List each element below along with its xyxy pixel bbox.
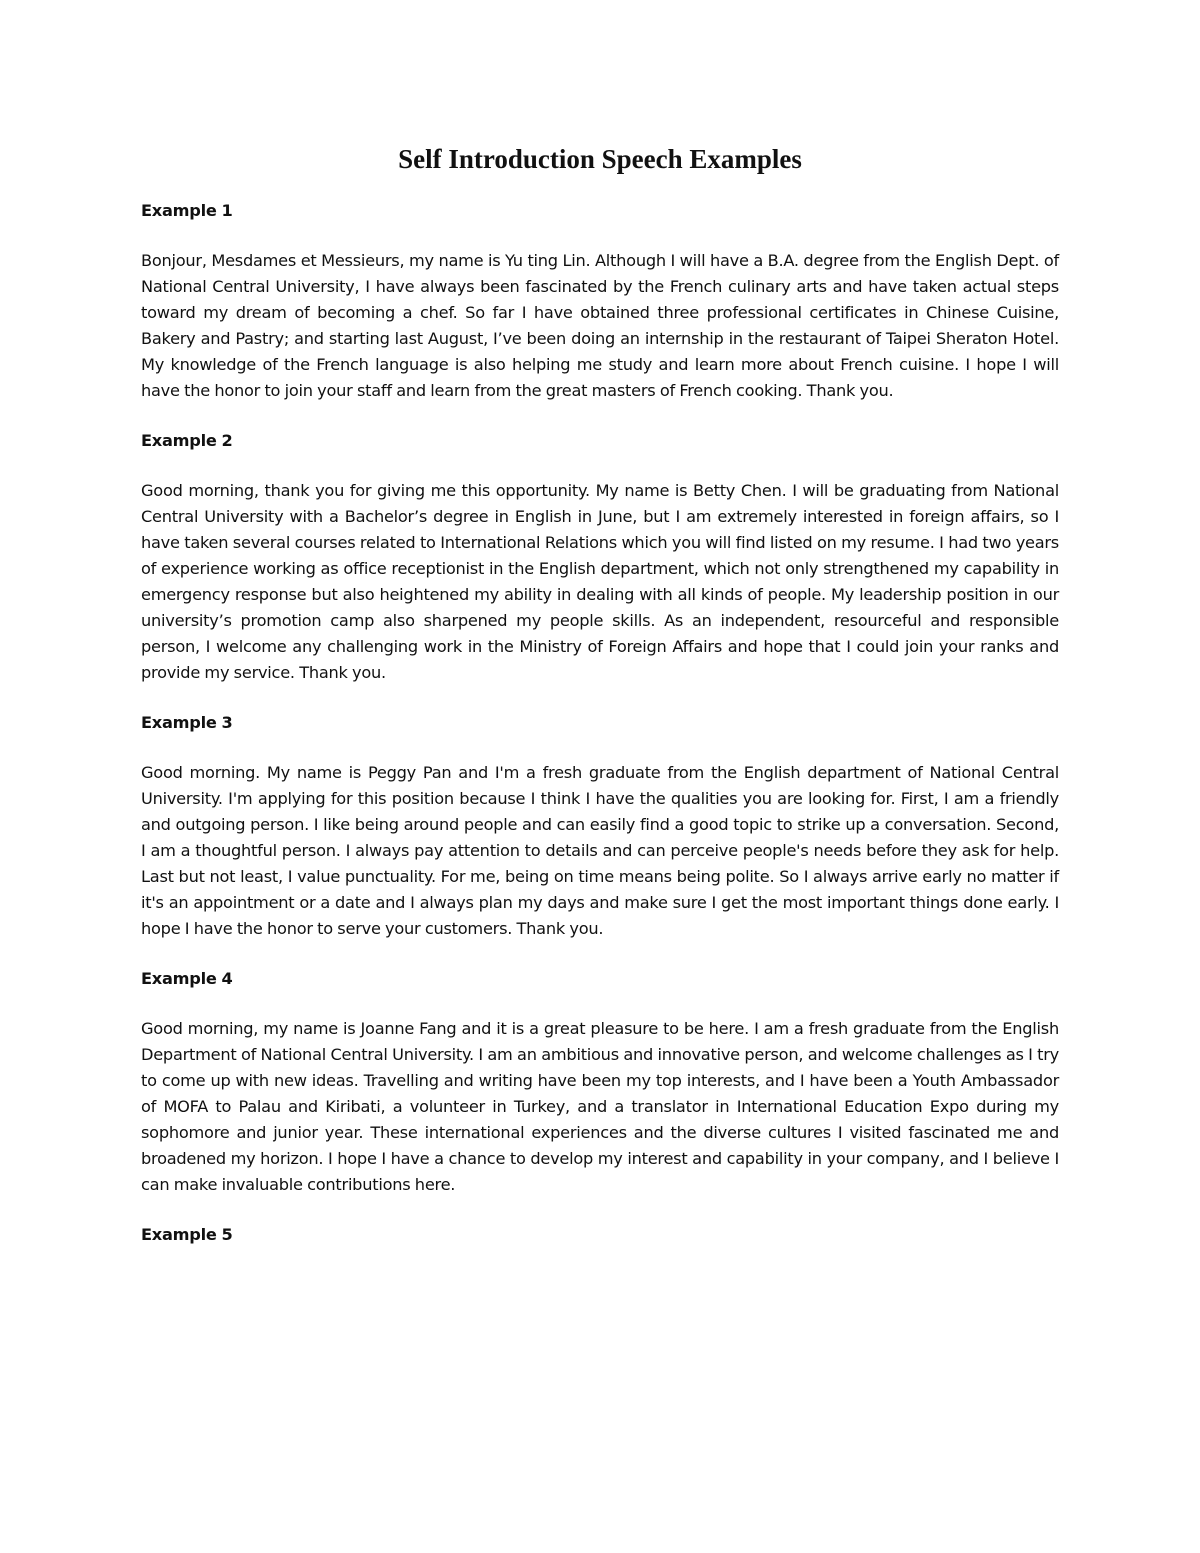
example-section-2 (141, 428, 1059, 710)
document-body (141, 198, 1059, 1248)
example-heading: Example 5 (141, 1225, 233, 1244)
example-heading: Example 3 (141, 713, 233, 732)
example-section-3 (141, 710, 1059, 966)
example-paragraph: Good morning. My name is Peggy Pan and I'm a fresh graduate from the English department of National Central University. I'm applying for this position because I think I have the qualities you are looking for. First, I am a friendly and outgoing person. I like being around people and can easily find a good topic to strike up a conversation. Second, I am a thoughtful person. I always pay attention to details and can perceive people's needs before they ask for help. Last but not least, I value punctuality. For me, being on time means being polite. So I always arrive early no matter if it's an appointment or a date and I always plan my days and make sure I get the most important things done early. I hope I have the honor to serve your customers. Thank you. (141, 763, 1059, 938)
example-paragraph: Bonjour, Mesdames et Messieurs, my name is Yu ting Lin. Although I will have a B.A. degree from the English Dept. of National Central University, I have always been fascinated by the French culinary arts and have taken actual steps toward my dream of becoming a chef. So far I have obtained three professional certificates in Chinese Cuisine, Bakery and Pastry; and starting last August, I’ve been doing an internship in the restaurant of Taipei Sheraton Hotel. My knowledge of the French language is also helping me study and learn more about French cuisine. I hope I will have the honor to join your staff and learn from the great masters of French cooking. Thank you. (141, 251, 1059, 400)
example-paragraph: Good morning, my name is Joanne Fang and it is a great pleasure to be here. I am a fresh graduate from the English Department of National Central University. I am an ambitious and innovative person, and welcome challenges as I try to come up with new ideas. Travelling and writing have been my top interests, and I have been a Youth Ambassador of MOFA to Palau and Kiribati, a volunteer in Turkey, and a translator in International Education Expo during my sophomore and junior year. These international experiences and the diverse cultures I visited fascinated me and broadened my horizon. I hope I have a chance to develop my interest and capability in your company, and I believe I can make invaluable contributions here. (141, 1019, 1059, 1194)
example-heading: Example 2 (141, 431, 233, 450)
example-section-5 (141, 1222, 1059, 1248)
document-title: Self Introduction Speech Examples (398, 144, 802, 174)
example-heading: Example 1 (141, 201, 233, 220)
example-heading: Example 4 (141, 969, 233, 988)
example-section-4 (141, 966, 1059, 1222)
example-paragraph: Good morning, thank you for giving me this opportunity. My name is Betty Chen. I will be graduating from National Central University with a Bachelor’s degree in English in June, but I am extremely interested in foreign affairs, so I have taken several courses related to International Relations which you will find listed on my resume. I had two years of experience working as office receptionist in the English department, which not only strengthened my capability in emergency response but also heightened my ability in dealing with all kinds of people. My leadership position in our university’s promotion camp also sharpened my people skills. As an independent, resourceful and responsible person, I welcome any challenging work in the Ministry of Foreign Affairs and hope that I could join your ranks and provide my service. Thank you. (141, 481, 1059, 682)
example-section-1 (141, 198, 1059, 428)
